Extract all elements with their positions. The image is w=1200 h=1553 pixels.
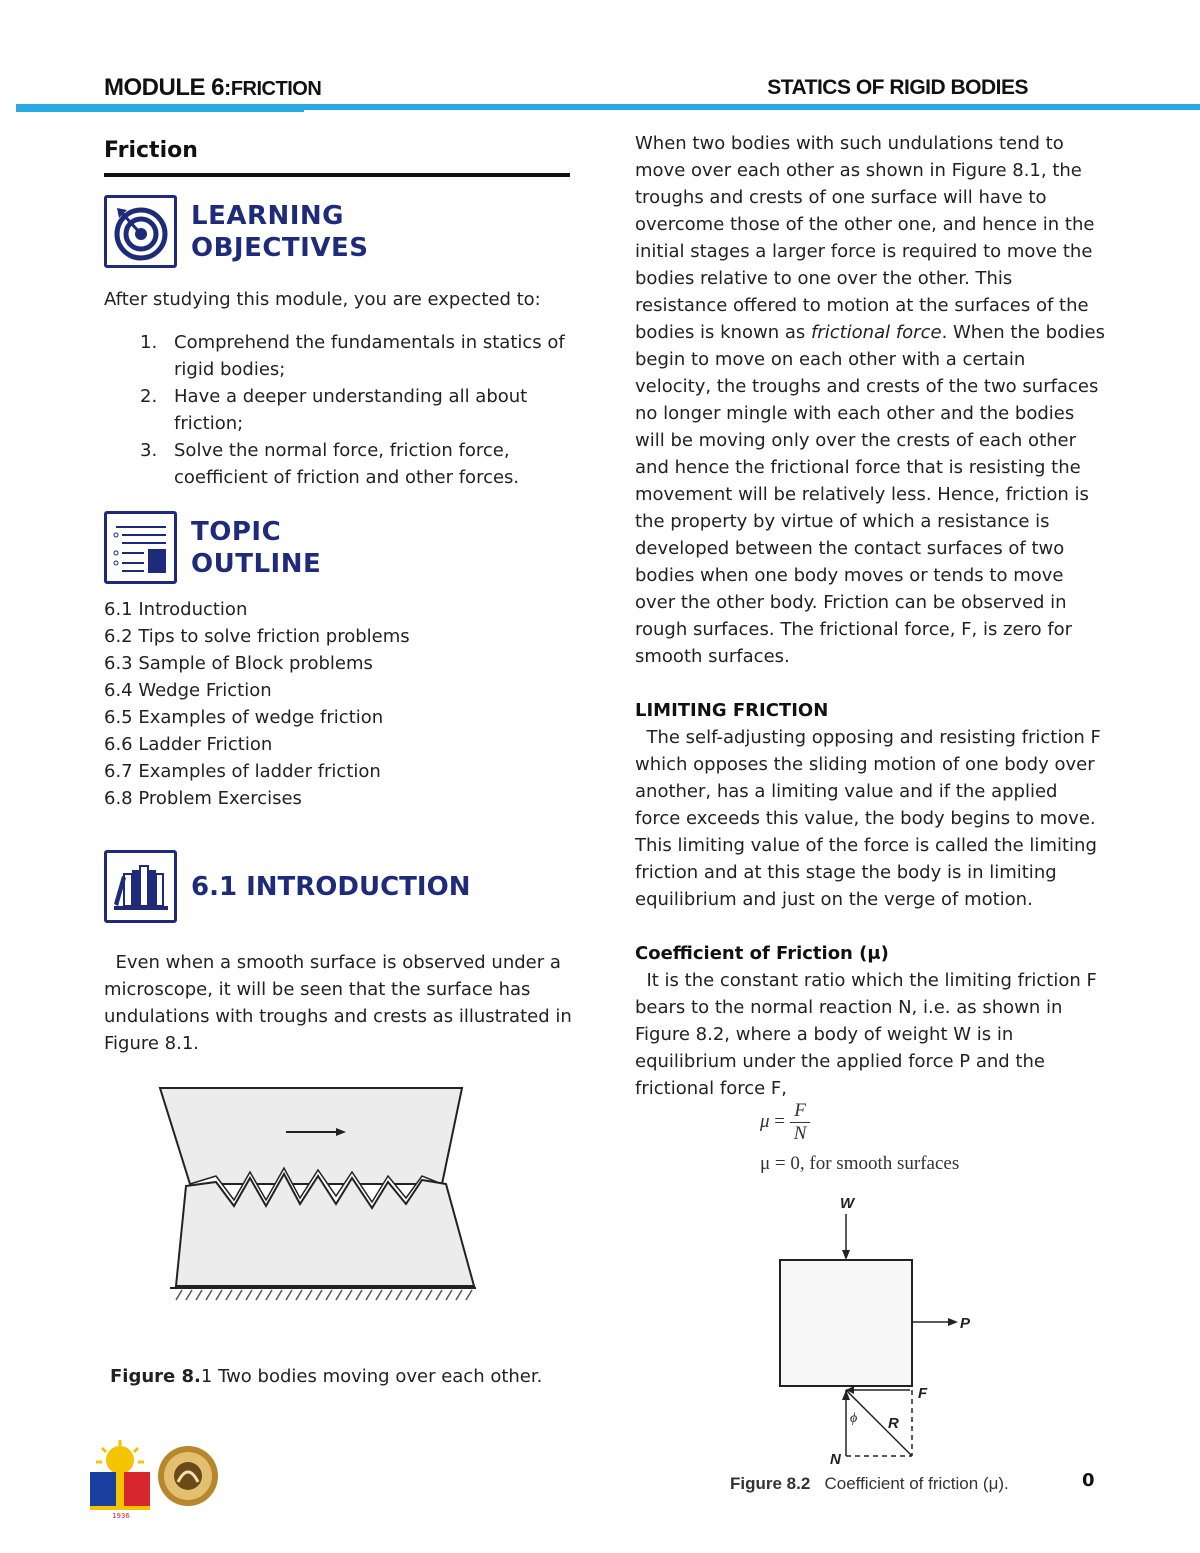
figure-8-1 — [110, 1080, 543, 1387]
deped-seal-icon — [90, 1440, 150, 1518]
block-force-diagram — [760, 1190, 1020, 1470]
limiting-friction-paragraph: The self-adjusting opposing and resisting friction F which opposes the sliding motion of one body over another, has a limiting value and if the applied force exceeds this value, the body begins to move. This limiting value of the force is called the limiting friction and at this stage the body is in limiting equilibrium and just on the verge of motion. — [635, 727, 1107, 910]
section-title: Friction — [104, 138, 198, 163]
outline-label-1: TOPIC — [191, 516, 282, 547]
list-item: 6.6 Ladder Friction — [104, 734, 273, 755]
list-item: 1. Comprehend the fundamentals in statics of rigid bodies; — [140, 332, 565, 380]
list-item: 2. Have a deeper understanding all about friction; — [140, 386, 528, 434]
module-separator: : — [224, 75, 231, 100]
right-column — [635, 130, 1105, 1102]
deped-year: 1936 — [112, 1512, 130, 1518]
phi-label: ϕ — [850, 1411, 858, 1426]
outline-label-2: OUTLINE — [191, 548, 322, 579]
figure-8-1-caption: Figure 8.1 Two bodies moving over each other. — [110, 1366, 543, 1387]
page-number: 0 — [1082, 1470, 1095, 1491]
list-item: 6.4 Wedge Friction — [104, 680, 272, 701]
r-label: R — [888, 1415, 899, 1432]
list-item: 6.2 Tips to solve friction problems — [104, 626, 410, 647]
limiting-friction-heading: LIMITING FRICTION — [635, 700, 829, 721]
n-label: N — [830, 1451, 841, 1468]
rough-surfaces-diagram — [150, 1080, 490, 1310]
p-label: P — [960, 1315, 971, 1332]
list-item: 3. Solve the normal force, friction force, coefficient of friction and other forces. — [140, 440, 520, 488]
objectives-intro: After studying this module, you are expected to: — [104, 289, 541, 310]
friction-explanation-paragraph: When two bodies with such undulations tend to move over each other as shown in Figure 8.1, the troughs and crests of one surface will have to overcome those of the other one, and hence in the initial stages a larger force is required to move the bodies relative to one over the other. This resistance offered to motion at the surfaces of the bodies is known as frictional force. When the bodies begin to move on each other with a certain velocity, the troughs and crests of the two surfaces no longer mingle with each other and the bodies will be moving only over the crests of each other and hence the frictional force that is resisting the movement will be relatively less. Hence, friction is the property by virtue of which a resistance is developed between the contact surfaces of two bodies when one body moves or tends to move over the other body. Friction can be observed in rough surfaces. The frictional force, F, is zero for smooth surfaces. — [635, 133, 1105, 667]
weight-label: W — [840, 1195, 855, 1212]
coefficient-heading: Coefficient of Friction (μ) — [635, 943, 889, 964]
objectives-list — [104, 329, 574, 491]
list-icon — [104, 511, 177, 584]
list-item: 6.8 Problem Exercises — [104, 788, 302, 809]
module-header — [104, 74, 321, 102]
left-column — [104, 130, 578, 1057]
topic-outline-list — [104, 596, 574, 812]
footer-logos — [86, 1438, 226, 1522]
objectives-label-1: LEARNING — [191, 200, 345, 231]
list-item: 6.3 Sample of Block problems — [104, 653, 373, 674]
learning-objectives-header — [104, 195, 574, 268]
books-icon — [104, 850, 177, 923]
figure-8-2-caption: Figure 8.2 Coefficient of friction (μ). — [730, 1474, 1009, 1493]
objectives-label-2: OBJECTIVES — [191, 232, 369, 263]
section-rule — [104, 173, 570, 177]
target-icon — [104, 195, 177, 268]
friction-formula: μ = $\frac{F}{N}$ μ = 0, for smooth surfaces — [760, 1100, 960, 1174]
f-label: F — [918, 1385, 928, 1402]
introduction-title: 6.1 INTRODUCTION — [191, 871, 471, 902]
topic-outline-header — [104, 511, 574, 584]
smooth-surface-formula: μ = 0, for smooth surfaces — [760, 1153, 960, 1174]
course-title: STATICS OF RIGID BODIES — [767, 76, 1028, 99]
school-seal-icon — [158, 1446, 218, 1506]
list-item: 6.1 Introduction — [104, 599, 248, 620]
introduction-header — [104, 850, 574, 923]
module-number: MODULE 6 — [104, 74, 225, 101]
figure-8-2 — [760, 1190, 1020, 1474]
module-topic: FRICTION — [230, 78, 322, 100]
list-item: 6.7 Examples of ladder friction — [104, 761, 381, 782]
header-rule-accent — [16, 110, 304, 112]
introduction-paragraph: Even when a smooth surface is observed under a microscope, it will be seen that the surface has undulations with troughs and crests as illustrated in Figure 8.1. — [104, 952, 578, 1054]
coefficient-paragraph: It is the constant ratio which the limiting friction F bears to the normal reaction N, i.e. as shown in Figure 8.2, where a body of weight W is in equilibrium under the applied force P and the frictional force F, — [635, 970, 1103, 1099]
list-item: 6.5 Examples of wedge friction — [104, 707, 384, 728]
